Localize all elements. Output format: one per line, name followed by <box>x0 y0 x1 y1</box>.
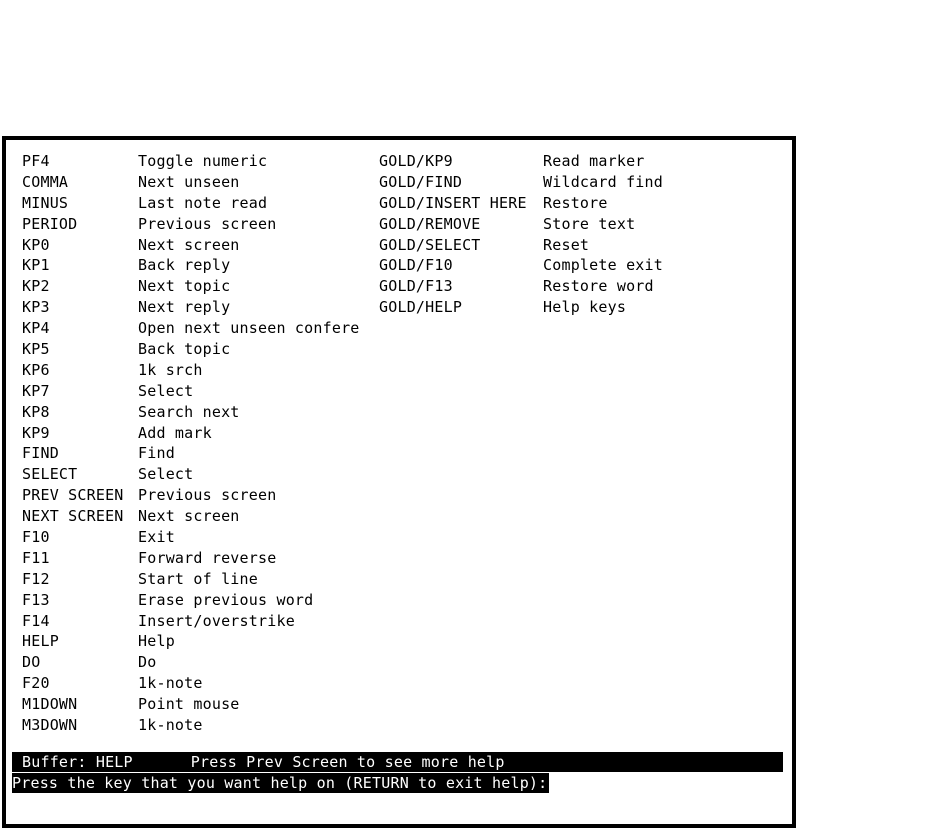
key-action: Exit <box>138 528 175 547</box>
key-action: Find <box>138 444 175 463</box>
key-name: F10 <box>22 528 50 547</box>
key-name: M1DOWN <box>22 695 78 714</box>
key-action: 1k-note <box>138 674 203 693</box>
key-name: KP5 <box>22 340 50 359</box>
key-name: KP2 <box>22 277 50 296</box>
key-action: Add mark <box>138 423 212 442</box>
left-description-column <box>138 151 376 736</box>
key-name: KP3 <box>22 298 50 317</box>
key-action: Last note read <box>138 193 268 212</box>
key-name: F12 <box>22 569 50 588</box>
key-name: F20 <box>22 674 50 693</box>
key-name: GOLD/SELECT <box>379 235 481 254</box>
key-name: GOLD/REMOVE <box>379 214 481 233</box>
command-prompt[interactable]: Press the key that you want help on (RETURN to exit help): <box>12 774 548 792</box>
key-action: Next screen <box>138 507 240 526</box>
key-name: KP9 <box>22 423 50 442</box>
key-name: F11 <box>22 548 50 567</box>
key-name: GOLD/F13 <box>379 277 453 296</box>
key-action: Restore <box>543 193 608 212</box>
key-action: Point mouse <box>138 695 240 714</box>
key-action: Read marker <box>543 152 645 170</box>
key-name: SELECT <box>22 465 78 484</box>
key-action: Wildcard find <box>543 172 663 191</box>
key-action: Erase previous word <box>138 590 314 609</box>
key-name: F13 <box>22 590 50 609</box>
key-action: Complete exit <box>543 256 663 275</box>
key-action: Forward reverse <box>138 548 277 567</box>
key-action: Restore word <box>543 277 654 296</box>
key-action: Back reply <box>138 256 231 275</box>
key-name: F14 <box>22 611 50 630</box>
key-action: Insert/overstrike <box>138 611 295 630</box>
key-name: KP6 <box>22 360 50 379</box>
key-name: COMMA <box>22 172 69 191</box>
key-name: PREV SCREEN <box>22 486 124 505</box>
terminal-window[interactable] <box>2 136 796 828</box>
key-name: GOLD/KP9 <box>379 152 453 170</box>
key-name: GOLD/HELP <box>379 298 463 317</box>
key-name: GOLD/INSERT HERE <box>379 193 527 212</box>
key-name: GOLD/F10 <box>379 256 453 275</box>
key-action: Search next <box>138 402 240 421</box>
key-action: Next topic <box>138 277 231 296</box>
right-key-column <box>379 151 543 318</box>
key-name: KP0 <box>22 235 50 254</box>
key-action: 1k-note <box>138 716 203 735</box>
key-name: HELP <box>22 632 59 651</box>
key-name: MINUS <box>22 193 69 212</box>
key-action: Do <box>138 653 157 672</box>
key-action: Select <box>138 465 194 484</box>
key-action: Open next unseen confere <box>138 319 360 338</box>
key-name: M3DOWN <box>22 716 78 735</box>
key-name: KP4 <box>22 319 50 338</box>
key-action: Next reply <box>138 298 231 317</box>
right-description-column <box>543 151 783 318</box>
key-name: PERIOD <box>22 214 78 233</box>
key-name: GOLD/FIND <box>379 172 463 191</box>
key-name: KP8 <box>22 402 50 421</box>
key-action: 1k srch <box>138 360 203 379</box>
key-action: Next screen <box>138 235 240 254</box>
key-action: Help keys <box>543 298 627 317</box>
key-name: KP1 <box>22 256 50 275</box>
key-action: Previous screen <box>138 214 277 233</box>
key-action: Reset <box>543 235 590 254</box>
status-hint: Press Prev Screen to see more help <box>190 753 505 771</box>
key-action: Previous screen <box>138 486 277 505</box>
key-name: PF4 <box>22 152 50 170</box>
key-action: Toggle numeric <box>138 152 268 170</box>
key-name: NEXT SCREEN <box>22 507 124 526</box>
key-name: DO <box>22 653 41 672</box>
status-bar <box>12 752 783 772</box>
key-action: Store text <box>543 214 636 233</box>
key-action: Back topic <box>138 340 231 359</box>
key-name: KP7 <box>22 381 50 400</box>
key-action: Next unseen <box>138 172 240 191</box>
key-action: Start of line <box>138 569 258 588</box>
buffer-label: Buffer: HELP <box>22 753 133 771</box>
key-name: FIND <box>22 444 59 463</box>
key-action: Help <box>138 632 175 651</box>
key-action: Select <box>138 381 194 400</box>
left-key-column <box>22 151 138 736</box>
